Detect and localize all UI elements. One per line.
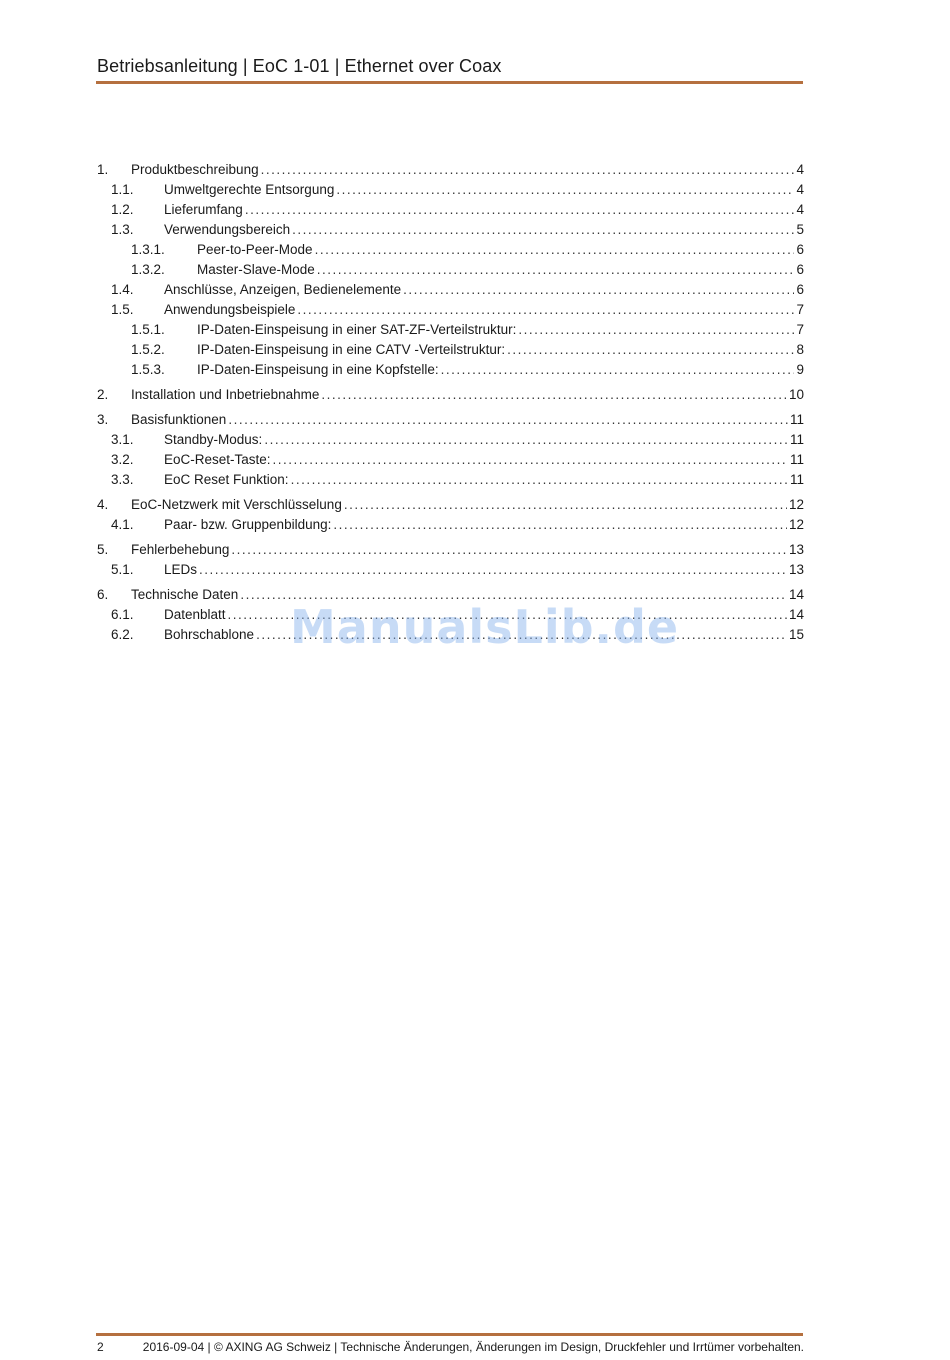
toc-entry-title: IP-Daten-Einspeisung in eine CATV -Verteilstruktur: [197,340,505,360]
toc-entry-number: 6.2. [111,627,134,642]
toc-entry[interactable] [97,280,804,300]
toc-dot-leader [344,495,787,515]
toc-entry-page: 11 [789,452,804,467]
toc-entry[interactable] [97,495,804,515]
toc-entry-title: IP-Daten-Einspeisung in einer SAT-ZF-Verteilstruktur: [197,320,516,340]
toc-entry-number: 6.1. [111,607,134,622]
toc-entry-number: 1. [97,162,109,177]
toc-dot-leader [292,220,794,240]
toc-entry-title: Umweltgerechte Entsorgung [164,180,334,200]
footer-divider [96,1333,803,1336]
footer-page-number: 2 [97,1340,104,1354]
toc-entry-page: 13 [788,562,804,577]
toc-entry-page: 7 [796,302,804,317]
header-divider [96,81,803,84]
toc-entry-page: 11 [789,412,804,427]
toc-entry[interactable] [97,360,804,380]
toc-entry-number: 1.2. [111,202,134,217]
toc-entry[interactable] [97,320,804,340]
toc-dot-leader [264,430,788,450]
toc-dot-leader [507,340,794,360]
toc-entry-title: Installation und Inbetriebnahme [131,385,319,405]
toc-entry-page: 6 [796,282,804,297]
toc-entry-number: 3.1. [111,432,134,447]
toc-dot-leader [321,385,787,405]
toc-dot-leader [403,280,794,300]
toc-dot-leader [291,470,788,490]
toc-entry-page: 11 [789,472,804,487]
toc-dot-leader [231,540,787,560]
toc-entry-page: 4 [796,182,804,197]
toc-entry-title: EoC-Reset-Taste: [164,450,271,470]
toc-entry-title: Peer-to-Peer-Mode [197,240,313,260]
toc-entry-title: Anwendungsbeispiele [164,300,295,320]
toc-entry-page: 7 [796,322,804,337]
toc-dot-leader [199,560,787,580]
toc-entry[interactable] [97,160,804,180]
toc-entry-page: 6 [796,262,804,277]
toc-entry-number: 3. [97,412,109,427]
toc-entry[interactable] [97,240,804,260]
toc-entry-page: 9 [796,362,804,377]
toc-entry-title: Anschlüsse, Anzeigen, Bedienelemente [164,280,401,300]
toc-entry-number: 1.3.2. [131,262,165,277]
toc-entry-title: EoC Reset Funktion: [164,470,289,490]
toc-entry-number: 5. [97,542,109,557]
toc-entry[interactable] [97,260,804,280]
toc-entry-title: LEDs [164,560,197,580]
toc-entry-number: 1.5.3. [131,362,165,377]
toc-entry-number: 6. [97,587,109,602]
toc-dot-leader [317,260,795,280]
toc-dot-leader [315,240,795,260]
toc-entry-title: Produktbeschreibung [131,160,259,180]
toc-entry[interactable] [97,300,804,320]
toc-entry[interactable] [97,430,804,450]
toc-entry[interactable] [97,220,804,240]
toc-entry-number: 5.1. [111,562,134,577]
toc-dot-leader [261,160,795,180]
toc-entry-page: 5 [796,222,804,237]
toc-entry-title: EoC-Netzwerk mit Verschlüsselung [131,495,342,515]
toc-entry[interactable] [97,450,804,470]
toc-entry-page: 12 [788,517,804,532]
page-header-title: Betriebsanleitung | EoC 1-01 | Ethernet over Coax [97,56,502,76]
toc-entry[interactable] [97,515,804,535]
toc-entry[interactable] [97,180,804,200]
toc-dot-leader [273,450,788,470]
toc-entry-number: 1.5. [111,302,134,317]
toc-entry[interactable] [97,410,804,430]
toc-entry-title: Datenblatt [164,605,226,625]
toc-entry-title: Lieferumfang [164,200,243,220]
toc-entry-number: 1.3. [111,222,134,237]
toc-entry-title: Basisfunktionen [131,410,226,430]
toc-entry-number: 2. [97,387,109,402]
toc-entry-number: 1.1. [111,182,134,197]
toc-entry-number: 3.2. [111,452,134,467]
toc-entry-title: Fehlerbehebung [131,540,229,560]
toc-dot-leader [228,410,788,430]
toc-entry-page: 6 [796,242,804,257]
toc-entry-title: Verwendungsbereich [164,220,290,240]
toc-entry[interactable] [97,200,804,220]
toc-entry[interactable] [97,470,804,490]
toc-entry-number: 1.3.1. [131,242,165,257]
toc-entry-number: 1.5.1. [131,322,165,337]
toc-dot-leader [518,320,794,340]
toc-entry-number: 1.5.2. [131,342,165,357]
toc-dot-leader [297,300,794,320]
toc-entry-page: 12 [788,497,804,512]
toc-entry-title: IP-Daten-Einspeisung in eine Kopfstelle: [197,360,439,380]
toc-dot-leader [333,515,787,535]
toc-entry[interactable] [97,540,804,560]
toc-entry-title: Paar- bzw. Gruppenbildung: [164,515,331,535]
toc-dot-leader [245,200,795,220]
toc-entry-title: Bohrschablone [164,625,254,645]
toc-entry-number: 3.3. [111,472,134,487]
toc-entry-number: 4.1. [111,517,134,532]
toc-entry-page: 8 [796,342,804,357]
footer-copyright: 2016-09-04 | © AXING AG Schweiz | Technische Änderungen, Änderungen im Design, Druckfehler und Irrtümer vorbehalten. [142,1340,804,1354]
toc-dot-leader [336,180,794,200]
toc-entry-title: Standby-Modus: [164,430,262,450]
toc-entry-number: 4. [97,497,109,512]
toc-dot-leader [441,360,795,380]
toc-entry-page: 14 [788,587,804,602]
toc-entry-page: 14 [788,607,804,622]
toc-entry-title: Technische Daten [131,585,238,605]
toc-entry-page: 13 [788,542,804,557]
toc-entry-page: 4 [796,162,804,177]
toc-entry[interactable] [97,560,804,580]
watermark: ManualsLib.de [290,600,680,654]
toc-entry-page: 4 [796,202,804,217]
toc-entry-title: Master-Slave-Mode [197,260,315,280]
toc-entry[interactable] [97,340,804,360]
toc-entry-page: 10 [788,387,804,402]
toc-entry[interactable] [97,385,804,405]
toc-entry-page: 11 [789,432,804,447]
toc-entry-page: 15 [788,627,804,642]
toc-entry-number: 1.4. [111,282,134,297]
